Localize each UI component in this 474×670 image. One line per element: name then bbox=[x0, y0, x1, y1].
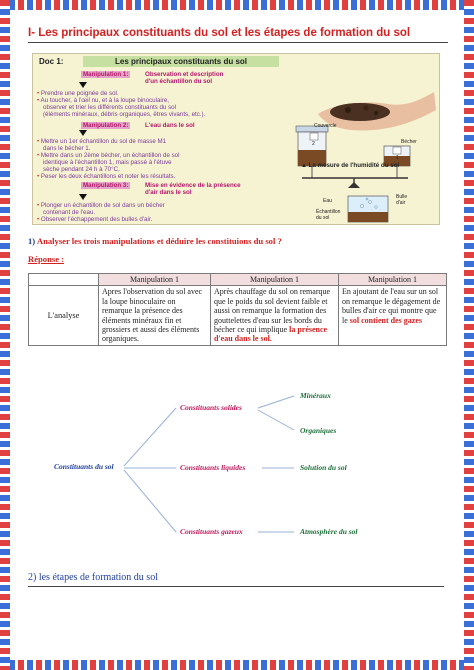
arrow-down-icon bbox=[79, 130, 87, 136]
manipulation-2-step: • Mettre dans un 2ème bécher, un échantillon de sol bbox=[37, 152, 180, 159]
soil-constituents-diagram bbox=[28, 386, 448, 546]
highlight-conclusion: la présence d'eau dans le sol. bbox=[214, 325, 328, 344]
balance-illustration bbox=[296, 126, 410, 188]
table-cell-manip-2: Après chauffage du sol on remarque que le poids du sol devient faible et aussi on remarque la formation des gouttelettes d'eau sur les bords du bécher ce qui implique la présence d'eau dans le sol. bbox=[211, 286, 339, 345]
diagram-atmosphere-label: Atmosphère du sol bbox=[300, 527, 358, 536]
diagram-mineraux-label: Minéraux bbox=[300, 391, 331, 400]
manipulation-2-desc: L'eau dans le sol bbox=[145, 122, 195, 129]
figure-label-echantillon: Échantillon bbox=[316, 209, 341, 215]
table-cell-manip-1: Apres l'observation du sol avec la loupe binoculaire on remarque la présence des éléments minéraux fin et grossiers et aussi des éléments organiques. bbox=[99, 286, 211, 345]
manipulation-3-step: contenant de l'eau. bbox=[43, 209, 96, 216]
connector-line bbox=[258, 396, 294, 408]
highlight-conclusion: sol contient des gazes bbox=[349, 315, 422, 325]
diagram-solution-label: Solution du sol bbox=[300, 463, 347, 472]
doc-illustrations bbox=[288, 70, 438, 224]
manipulation-1-step: (éléments minéraux, débris organiques, êtres vivants, etc.). bbox=[43, 111, 206, 118]
section-2-heading: 2) les étapes de formation du sol bbox=[28, 572, 158, 583]
figure-label-becher: Bécher bbox=[401, 139, 417, 145]
decorative-border-left bbox=[0, 0, 10, 670]
manipulation-1-step: • Au toucher, à l'œil nu, et à la loupe binoculaire, bbox=[37, 97, 169, 104]
section-2-underline bbox=[28, 586, 444, 587]
question-1: 1) Analyser les trois manipulations et déduire les constituions du sol ? bbox=[28, 236, 282, 246]
manipulation-1-desc-1: Observation et description bbox=[145, 71, 224, 78]
manipulation-2-step: • Mettre un 1er échantillon du sol de masse M1 bbox=[37, 138, 167, 145]
document-1-panel bbox=[32, 53, 440, 225]
doc-header: Les principaux constituants du sol bbox=[83, 56, 279, 67]
manipulation-2-step: sèche pendant 24 h à 70°C. bbox=[43, 166, 120, 173]
table-header-cell: Manipulation 1 bbox=[339, 274, 447, 286]
arrow-down-icon bbox=[79, 82, 87, 88]
manipulation-2-tag: Manipulation 2: bbox=[83, 122, 129, 129]
decorative-border-right bbox=[464, 0, 474, 670]
manipulation-1-desc-2: d'un échantillon du sol bbox=[145, 78, 213, 85]
figure-label-couvercle: Couvercle bbox=[314, 123, 337, 129]
manipulation-3-step: • Plonger un échantillon de sol dans un bécher bbox=[37, 202, 165, 209]
manipulation-3-tag: Manipulation 3: bbox=[83, 182, 129, 189]
reponse-heading: Réponse : bbox=[28, 254, 65, 264]
connector-line bbox=[124, 408, 176, 466]
figure-caption: ▲ La mesure de l'humidité du sol bbox=[301, 162, 400, 169]
figure-label-air: d'air bbox=[396, 200, 406, 206]
manipulation-1-tag: Manipulation 1: bbox=[83, 71, 129, 78]
table-header-cell: Manipulation 1 bbox=[211, 274, 339, 286]
table-header-cell bbox=[29, 274, 99, 286]
diagram-liquides-label: Constituants liquides bbox=[180, 463, 246, 472]
diagram-root-label: Constituants du sol bbox=[54, 462, 114, 471]
figure-label-bulle: Bulle bbox=[396, 194, 408, 200]
manipulation-3-desc-1: Mise en évidence de la présence bbox=[145, 182, 241, 189]
figure-label-eau: Eau bbox=[323, 198, 332, 204]
table-header-row bbox=[29, 274, 447, 286]
manipulation-1-step: • Prendre une poignée de sol. bbox=[37, 90, 119, 97]
table-row bbox=[29, 286, 447, 345]
warning-triangle-icon: ▲ bbox=[301, 163, 309, 169]
beaker-with-bubbles-illustration bbox=[348, 196, 388, 222]
manipulation-2-step: identique à l'échantillon 1, mais passé à l'étuve bbox=[43, 159, 172, 166]
table-header-cell: Manipulation 1 bbox=[99, 274, 211, 286]
analysis-table bbox=[28, 273, 447, 346]
diagram-gazeux-label: Constituants gazeux bbox=[180, 527, 243, 536]
arrow-down-icon bbox=[79, 194, 87, 200]
connector-line bbox=[258, 410, 294, 430]
connector-line bbox=[124, 470, 176, 532]
figure-label-number-2: 2 bbox=[312, 141, 315, 147]
manipulation-1-step: observer et trier les différents constituants du sol bbox=[43, 104, 176, 111]
figure-label-number-1: 1 bbox=[396, 155, 399, 161]
doc-label: Doc 1: bbox=[39, 57, 64, 66]
decorative-border-top bbox=[0, 0, 474, 10]
page-title: I- Les principaux constituants du sol et les étapes de formation du sol bbox=[28, 27, 411, 39]
manipulation-3-step: • Observer l'échappement des bulles d'air. bbox=[37, 216, 153, 223]
manipulation-2-step: • Peser les deux échantillons et noter les résultats. bbox=[37, 173, 176, 180]
diagram-solides-label: Constituants solides bbox=[180, 403, 242, 412]
title-underline bbox=[28, 42, 448, 43]
decorative-border-bottom bbox=[0, 660, 474, 670]
row-label: L'analyse bbox=[29, 286, 99, 345]
table-cell-manip-3: En ajoutant de l'eau sur un sol on remarque le dégagement de bulles d'air ce qui montre que le sol contient des gazes bbox=[339, 286, 447, 345]
figure-label-du-sol: du sol bbox=[316, 215, 330, 221]
manipulation-3-desc-2: d'air dans le sol bbox=[145, 189, 192, 196]
diagram-organiques-label: Organiques bbox=[300, 426, 337, 435]
manipulation-2-step: dans le bécher 1. bbox=[43, 145, 91, 152]
